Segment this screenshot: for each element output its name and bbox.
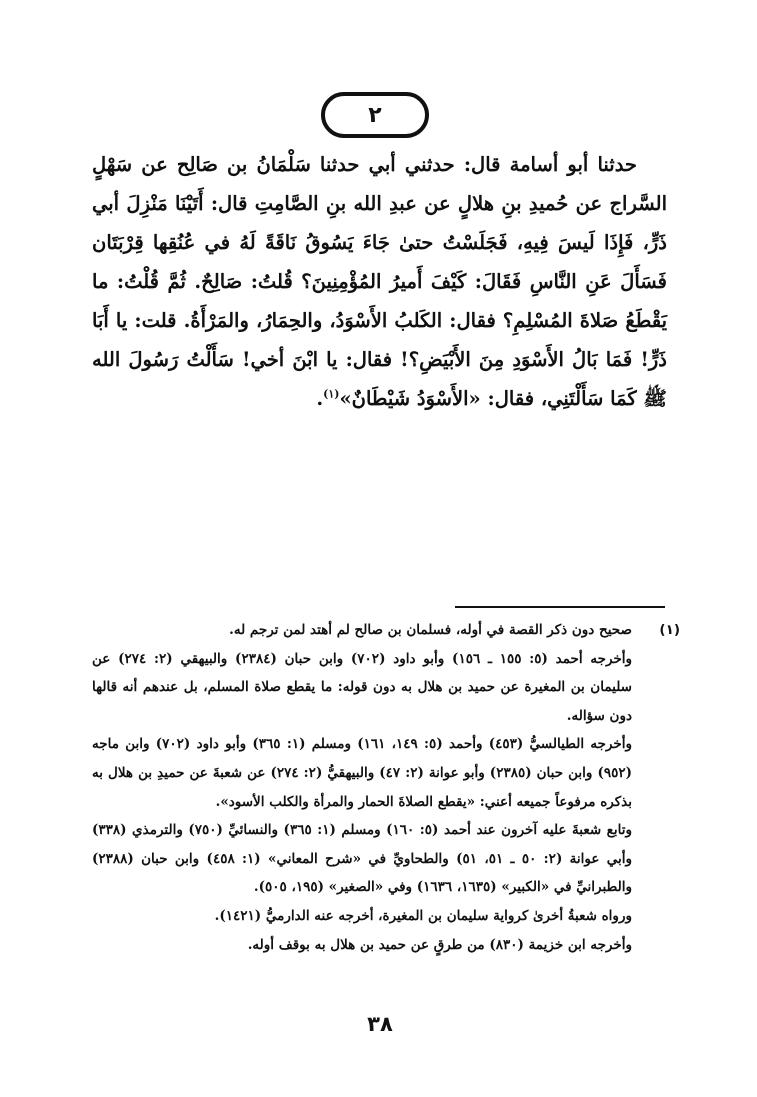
hadith-text: حدثنا أبو أسامة قال: حدثني أبي حدثنا سَلْمَانُ بن صَالِح عن سَهْلٍ السَّراج عن حُميدِ بنِ هلالٍ عن عبدِ الله بنِ الصَّامِتِ قال: أَتَيْنَا مَنْزِلَ أبي ذَرٍّ، فَإِذَا لَيسَ فِيهِ، فَجَلَسْتُ حتىٰ جَاءَ يَسُوقُ نَاقَةً لَهُ في عُنُقِها قِرْبَتَان فَسَأَلَ عَنِ النَّاسِ فَقَالَ: كَيْفَ أَميرُ المُؤْمِنِينَ؟ قُلتُ: صَالِحٌ. ثُمَّ قُلْتُ: ما يَقْطَعُ صَلاةَ المُسْلِمِ؟ فقال: الكَلبُ الأَسْوَدُ، والحِمَارُ، والمَرْأَةُ. قلت: يا أَبَا ذَرٍّ! فَمَا بَالُ الأَسْوَدِ مِنَ الأَبْيَضِ؟! فقال: يا ابْنَ أخي! سَأَلْتُ رَسُولَ الله ﷺ كَمَا سَأَلْتَنِي، فقال: «الأَسْوَدُ شَيْطَانٌ» xyxy=(92,153,667,410)
footnote-reference: (١) xyxy=(323,387,340,401)
footnote-paragraph: وأخرجه ابن خزيمة (٨٣٠) من طرقٍ عن حميد بن هلال به بوقف أوله. xyxy=(247,936,632,953)
footnote-number: (١) xyxy=(659,622,680,638)
footnote-paragraph: ورواه شعبةُ أخرىٰ كرواية سليمان بن المغيرة، أخرجه عنه الدارميُّ (١٤٢١). xyxy=(214,907,632,924)
page-number: ٣٨ xyxy=(367,1012,393,1036)
hadith-paragraph: حدثنا أبو أسامة قال: حدثني أبي حدثنا سَلْمَانُ بن صَالِح عن سَهْلٍ السَّراج عن حُميدِ بنِ هلالٍ عن عبدِ الله بنِ الصَّامِتِ قال: أَتَيْنَا مَنْزِلَ أبي ذَرٍّ، فَإِذَا لَيسَ فِيهِ، فَجَلَسْتُ حتىٰ جَاءَ يَسُوقُ نَاقَةً لَهُ في عُنُقِها قِرْبَتَان فَسَأَلَ عَنِ النَّاسِ فَقَالَ: كَيْفَ أَميرُ المُؤْمِنِينَ؟ قُلتُ: صَالِحٌ. ثُمَّ قُلْتُ: ما يَقْطَعُ صَلاةَ المُسْلِمِ؟ فقال: الكَلبُ الأَسْوَدُ، والحِمَارُ، والمَرْأَةُ. قلت: يا أَبَا ذَرٍّ! فَمَا بَالُ الأَسْوَدِ مِنَ الأَبْيَضِ؟! فقال: يا ابْنَ أخي! سَأَلْتُ رَسُولَ الله ﷺ كَمَا سَأَلْتَنِي، فقال: «الأَسْوَدُ شَيْطَانٌ»$^{(١)}$. xyxy=(92,153,667,410)
footnote-item xyxy=(92,616,680,959)
footnote-body xyxy=(92,616,632,959)
chapter-number-badge xyxy=(321,92,429,138)
footnote-paragraph: وأخرجه أحمد (٥: ١٥٥ ـ ١٥٦) وأبو داود (٧٠٢) وابن حبان (٢٣٨٤) والبيهقي (٢: ٢٧٤) عن سليمان بن المغيرة عن حميد بن هلال به دون قوله: ما يقطع صلاة المسلم، بل عندهم أنه قالها دون سؤاله. xyxy=(92,650,633,724)
footnotes-section xyxy=(92,616,680,959)
footnote-separator xyxy=(455,606,665,608)
footnote-paragraph: وأخرجه الطيالسيُّ (٤٥٣) وأحمد (٥: ١٤٩، ١٦١) ومسلم (١: ٣٦٥) وأبو داود (٧٠٢) وابن ماجه (٩٥٢) وابن حبان (٢٣٨٥) وأبو عوانة (٢: ٤٧) والبيهقيُّ (٢: ٢٧٤) عن شعبةَ عن حميدِ بن هلال به بذكره مرفوعاً جميعه أعني: «يقطع الصلاةَ الحمار والمرأة والكلب الأسود». xyxy=(92,736,633,810)
footnote-paragraph: وتابع شعبةَ عليه آخرون عند أحمد (٥: ١٦٠) ومسلم (١: ٣٦٥) والنسائيِّ (٧٥٠) والترمذي (٣٣٨) وأبي عوانة (٢: ٥٠ ـ ٥١، ٥١) والطحاويِّ في «شرح المعاني» (١: ٤٥٨) وابن حبان (٢٣٨٨) والطبرانيِّ في «الكبير» (١٦٣٥، ١٦٣٦) وفي «الصغير» (١٩٥، ٥٠٥). xyxy=(92,822,633,896)
chapter-number: ٢ xyxy=(368,102,382,128)
hadith-text-block xyxy=(92,145,667,418)
footnote-paragraph: صحيح دون ذكر القصة في أوله، فسلمان بن صالح لم أهتد لمن ترجم له. xyxy=(229,622,632,638)
